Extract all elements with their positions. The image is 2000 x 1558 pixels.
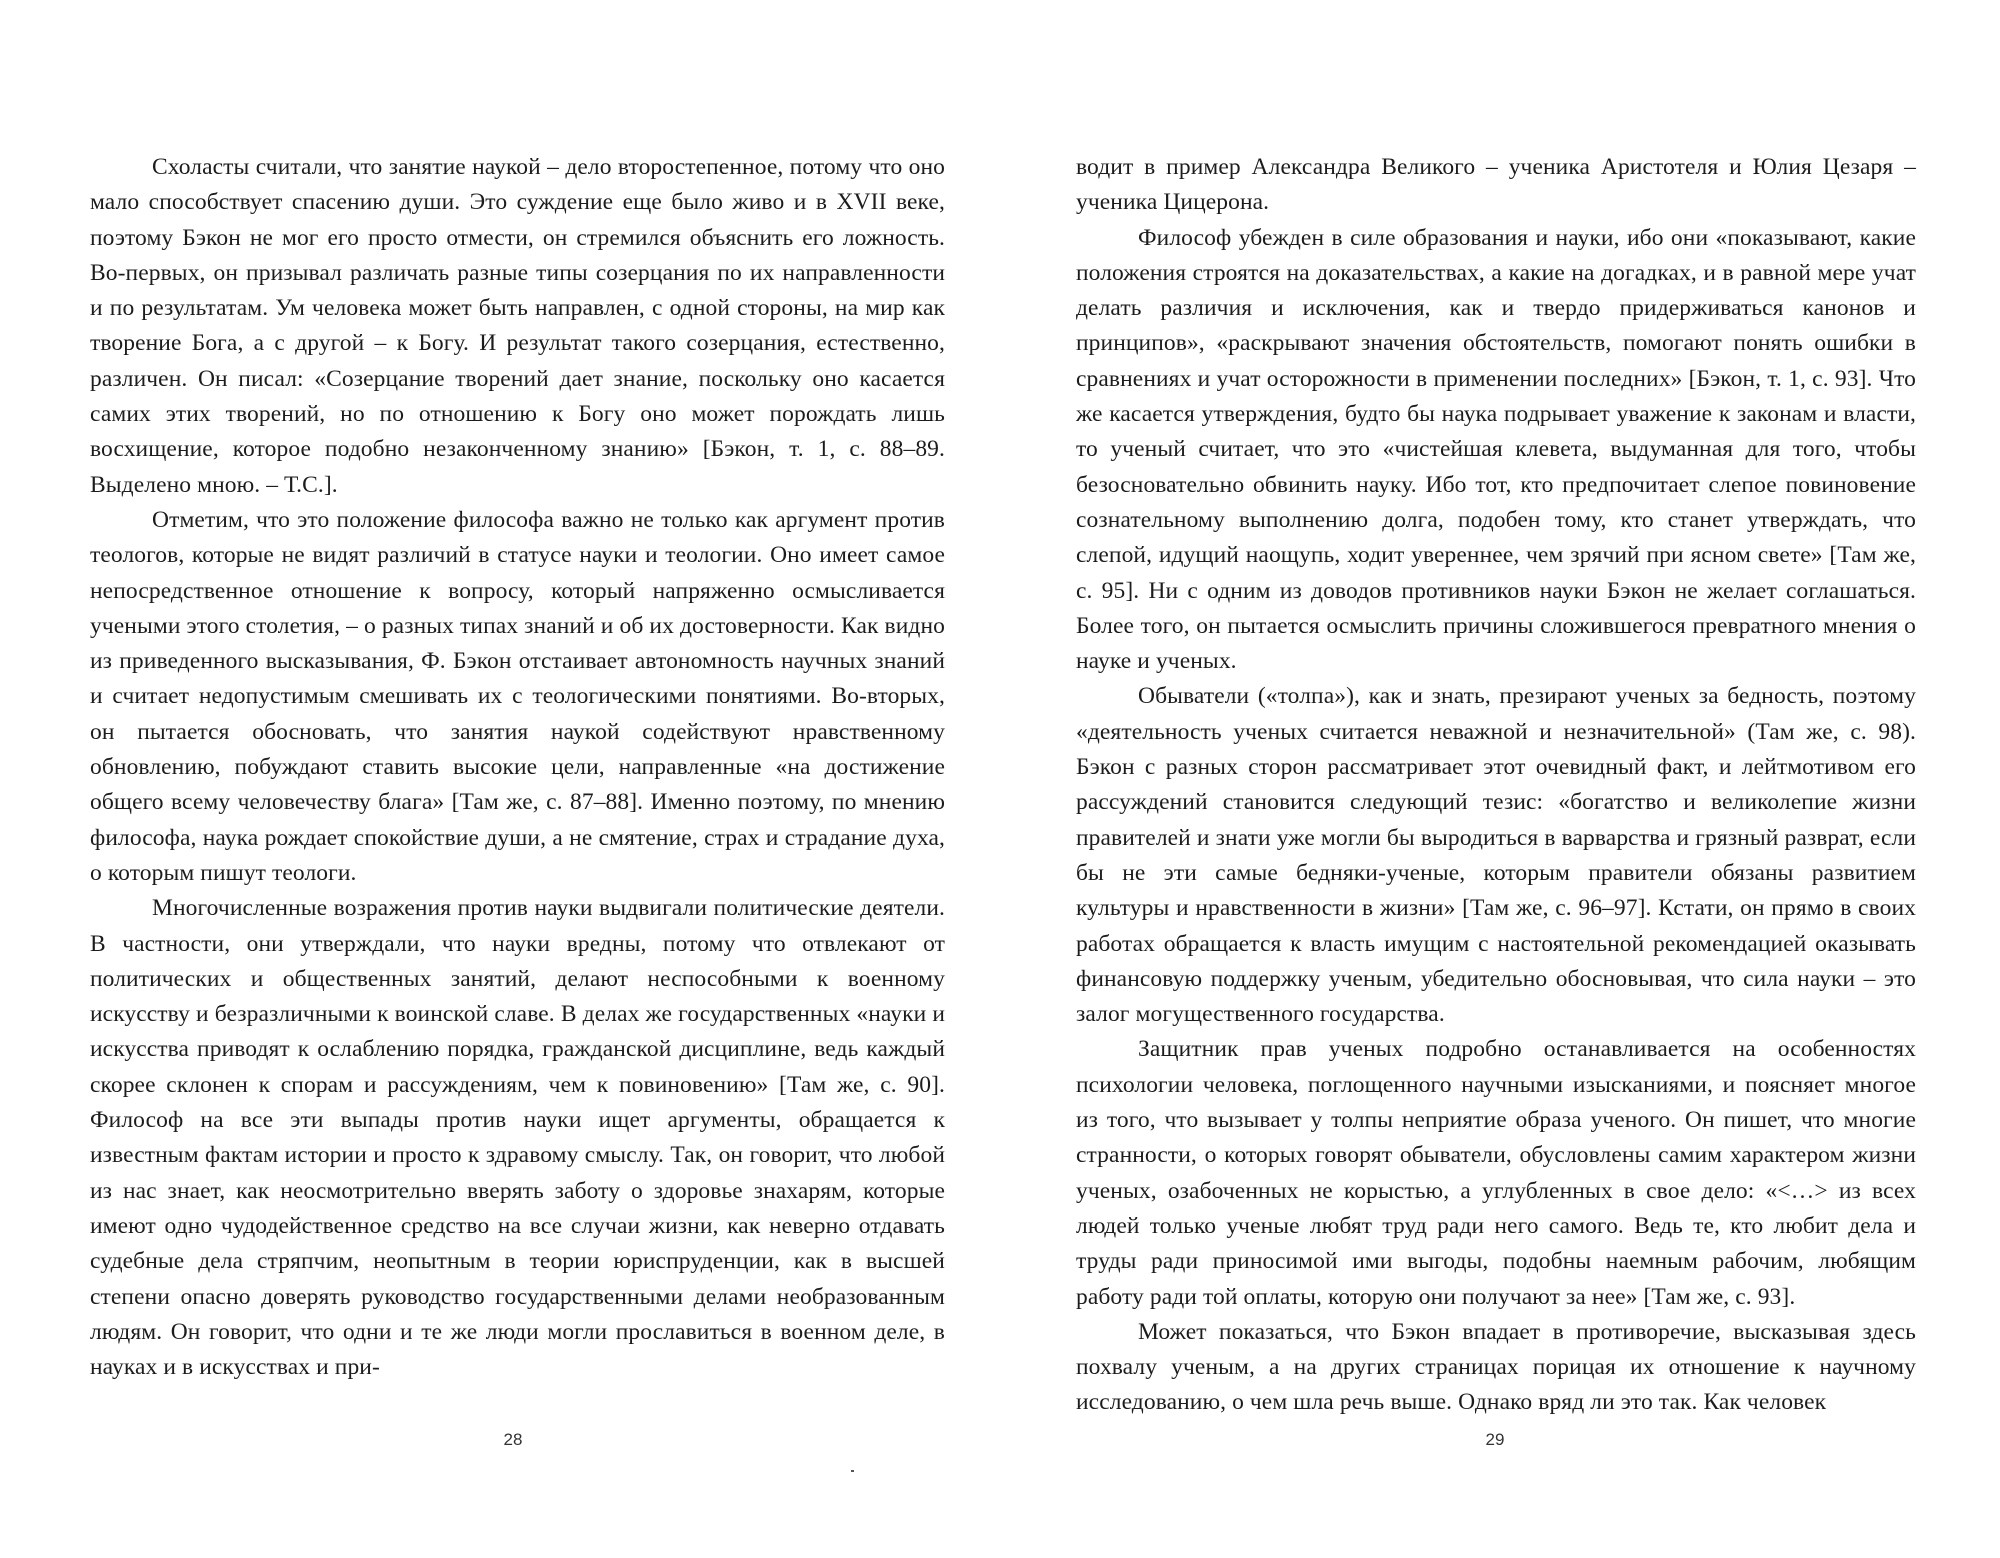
paragraph: Может показаться, что Бэкон впадает в противоречие, высказывая здесь похвалу ученым, а на других страницах порицая их отношение к научному исследованию, о чем шла речь выше. Однако вряд ли это так. Как человек	[1076, 1318, 1916, 1416]
right-page-text	[1076, 150, 1916, 1421]
left-page-text	[90, 150, 945, 1385]
paragraph: водит в пример Александра Великого – ученика Аристотеля и Юлия Цезаря – ученика Цицерона.	[1076, 154, 1916, 216]
left-page	[90, 0, 945, 1558]
page-number: 28	[503, 1430, 523, 1449]
paragraph: Обыватели («толпа»), как и знать, презирают ученых за бедность, поэтому «деятельность ученых считается неважной и незначительной» (Там же, с. 98). Бэкон с разных сторон рассматривает этот очевидный факт, и лейтмотивом его рассуждений становится следующий тезис: «богатство и великолепие жизни правителей и знати уже могли бы выродиться в варварства и грязный разврат, если бы не эти самые бедняки-ученые, которым правители обязаны развитием культуры и нравственности в жизни» [Там же, с. 96–97]. Кстати, он прямо в своих работах обращается к власть имущим с настоятельной рекомендацией оказывать финансовую поддержку ученым, убедительно обосновывая, что сила науки – это залог могущественного государства.	[1076, 683, 1916, 1028]
page-number: 29	[1485, 1430, 1505, 1449]
right-page	[1076, 0, 1916, 1558]
paragraph: Философ убежден в силе образования и науки, ибо они «показывают, какие положения строятся на доказательствах, а какие на догадках, и в равной мере учат делать различия и исключения, как и твердо придерживаться канонов и принципов», «раскрывают значения обстоятельств, помогают понять ошибки в сравнениях и учат осторожности в применении последних» [Бэкон, т. 1, с. 93]. Что же касается утверждения, будто бы наука подрывает уважение к законам и власти, то ученый считает, что это «чистейшая клевета, выдуманная для того, чтобы безосновательно обвинить науку. Ибо тот, кто предпочитает слепое повиновение сознательному выполнению долга, подобен тому, кто станет утверждать, что слепой, идущий наощупь, ходит увереннее, чем зрячий при ясном свете» [Там же, с. 95]. Ни с одним из доводов противников науки Бэкон не желает соглашаться. Более того, он пытается осмыслить причины сложившегося превратного мнения о науке и ученых.	[1076, 224, 1916, 675]
paragraph: Отметим, что это положение философа важно не только как аргумент против теологов, которые не видят различий в статусе науки и теологии. Оно имеет самое непосредственное отношение к вопросу, который напряженно осмысливается учеными этого столетия, – о разных типах знаний и об их достоверности. Как видно из приведенного высказывания, Ф. Бэкон отстаивает автономность научных знаний и считает недопустимым смешивать их с теологическими понятиями. Во-вторых, он пытается обосновать, что занятия наукой содействуют нравственному обновлению, побуждают ставить высокие цели, направленные «на достижение общего всему человечеству блага» [Там же, с. 87–88]. Именно поэтому, по мнению философа, наука рождает спокойствие души, а не смятение, страх и страдание духа, о которым пишут теологи.	[90, 506, 945, 886]
paragraph: Схоласты считали, что занятие наукой – дело второстепенное, потому что оно мало способствует спасению души. Это суждение еще было живо и в XVII веке, поэтому Бэкон не мог его просто отмести, он стремился объяснить его ложность. Во-первых, он призывал различать разные типы созерцания по их направленности и по результатам. Ум человека может быть направлен, с одной стороны, на мир как творение Бога, а с другой – к Богу. И результат такого созерцания, естественно, различен. Он писал: «Созерцание творений дает знание, поскольку оно касается самих этих творений, но по отношению к Богу оно может порождать лишь восхищение, которое подобно незаконченному знанию» [Бэкон, т. 1, с. 88–89. Выделено мною. – Т.С.].	[90, 154, 945, 498]
paragraph: Многочисленные возражения против науки выдвигали политические деятели. В частности, они утверждали, что науки вредны, потому что отвлекают от политических и общественных занятий, делают неспособными к военному искусству и безразличными к воинской славе. В делах же государственных «науки и искусства приводят к ослаблению порядка, гражданской дисциплине, ведь каждый скорее склонен к спорам и рассуждениям, чем к повиновению» [Там же, с. 90]. Философ на все эти выпады против науки ищет аргументы, обращается к известным фактам истории и просто к здравому смыслу. Так, он говорит, что любой из нас знает, как неосмотрительно вверять заботу о здоровье знахарям, которые имеют одно чудодейственное средство на все случаи жизни, как неверно отдавать судебные дела стряпчим, неопытным в теории юриспруденции, как в высшей степени опасно доверять руководство государственными делами необразованным людям. Он говорит, что одни и те же люди могли прославиться в военном деле, в науках и в искусствах и при-	[90, 895, 945, 1381]
paragraph: Защитник прав ученых подробно останавливается на особенностях психологии человека, поглощенного научными изысканиями, и поясняет многое из того, что вызывает у толпы неприятие образа ученого. Он пишет, что многие странности, о которых говорят обыватели, обусловлены самим характером жизни ученых, озабоченных не корыстью, а углубленных в свое дело: «<…> из всех людей только ученые любят труд ради него самого. Ведь те, кто любит дела и труды ради приносимой ими выгоды, подобны наемным рабочим, любящим работу ради той оплаты, которую они получают за нее» [Там же, с. 93].	[1076, 1036, 1916, 1310]
scan-speck	[851, 1470, 854, 1472]
